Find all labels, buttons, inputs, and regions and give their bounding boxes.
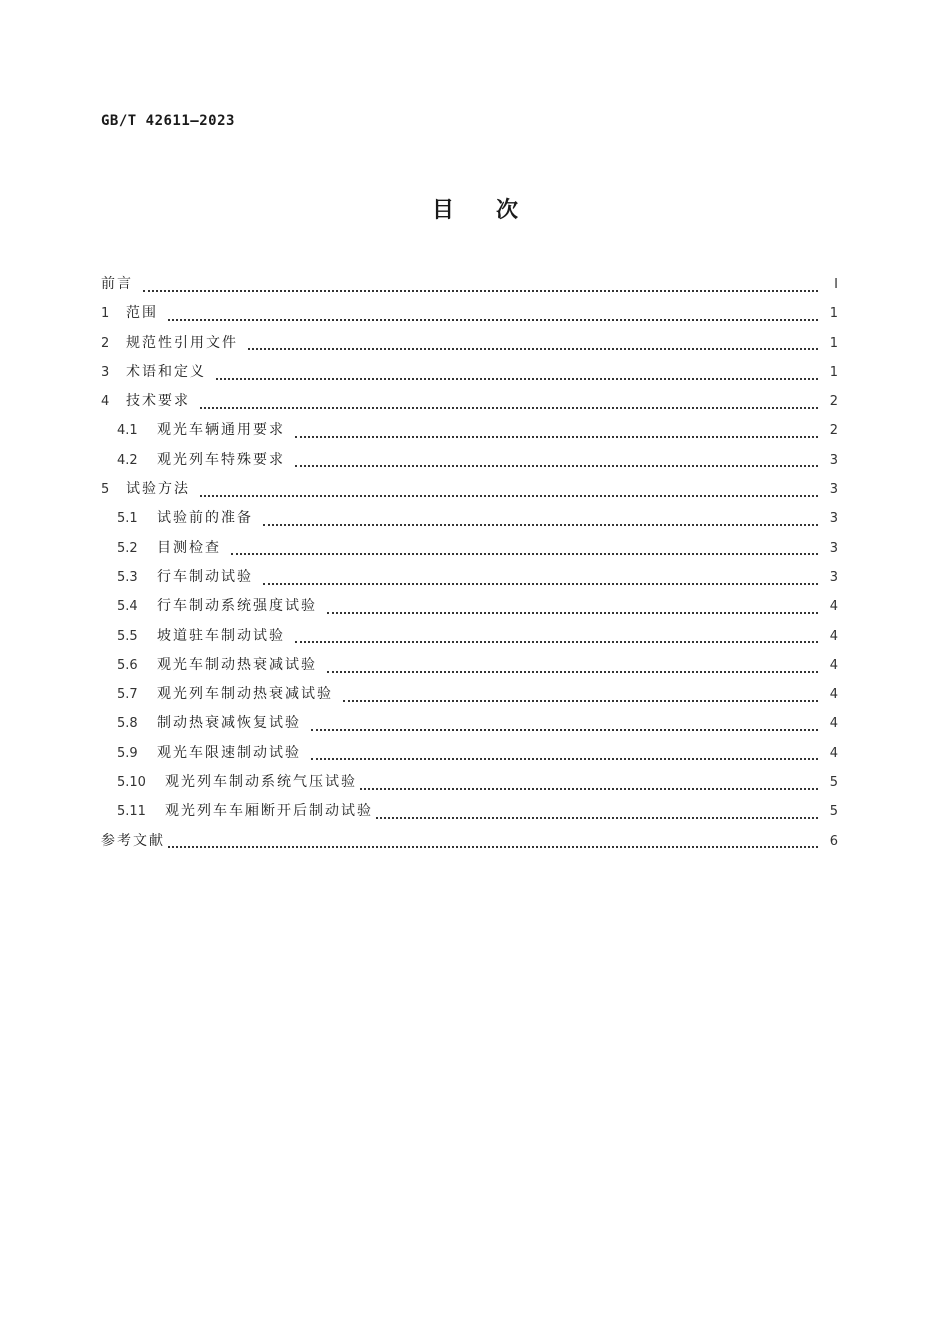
toc-number: 5.3: [117, 569, 138, 585]
toc-label: 观光车辆通用要求: [157, 422, 285, 439]
toc-leader: [327, 671, 818, 673]
toc-leader: [231, 553, 818, 555]
toc-number: 5.1: [117, 511, 138, 527]
toc-leader: [168, 846, 818, 848]
toc-leader: [200, 495, 818, 497]
toc-label: 行车制动系统强度试验: [157, 598, 317, 615]
toc-entry-5-5[interactable]: [101, 625, 838, 654]
toc-label: 范围: [126, 305, 158, 322]
toc-label: 观光列车制动系统气压试验: [165, 774, 357, 791]
toc-label: 观光列车制动热衰减试验: [157, 686, 333, 703]
toc-leader: [360, 788, 818, 790]
standard-number: GB/T 42611—2023: [101, 113, 235, 129]
toc-label: 规范性引用文件: [126, 334, 238, 351]
toc-leader: [343, 700, 818, 702]
toc-number: 5: [101, 482, 110, 498]
toc-label: 目测检查: [157, 539, 221, 556]
toc-page: 3: [829, 540, 838, 556]
toc-label: 前言: [101, 276, 133, 292]
toc-entry-4-2[interactable]: [101, 449, 838, 478]
toc-page: 4: [829, 745, 838, 761]
toc-page: 4: [829, 657, 838, 673]
toc-entry-5-1[interactable]: [101, 507, 838, 536]
toc-leader: [311, 758, 818, 760]
toc-leader: [168, 319, 818, 321]
toc-leader: [263, 524, 818, 526]
toc-label: 参考文献: [101, 832, 165, 849]
toc-number: 5.9: [117, 745, 138, 761]
toc-entry-5[interactable]: [101, 478, 838, 507]
toc-entry-4-1[interactable]: [101, 419, 838, 448]
toc-number: 4: [101, 394, 110, 410]
toc-entry-4[interactable]: [101, 390, 838, 419]
toc-page: 2: [829, 423, 838, 439]
toc-page: 4: [829, 687, 838, 703]
toc-leader: [143, 290, 818, 292]
toc-entry-foreword[interactable]: [101, 273, 838, 302]
toc-number: 5.11: [117, 804, 146, 820]
toc-page: 5: [829, 804, 838, 820]
toc-page: 5: [829, 775, 838, 791]
toc-page: 4: [829, 628, 838, 644]
toc-label: 观光列车车厢断开后制动试验: [165, 803, 373, 820]
toc-number: 5.6: [117, 657, 138, 673]
toc-label: 制动热衰减恢复试验: [157, 715, 301, 732]
toc-number: 5.7: [117, 687, 138, 703]
toc-entry-5-3[interactable]: [101, 566, 838, 595]
toc-page: 1: [829, 335, 838, 351]
toc-leader: [200, 407, 818, 409]
toc-number: 1: [101, 306, 110, 322]
toc-number: 5.10: [117, 775, 146, 791]
toc-leader: [311, 729, 818, 731]
toc-label: 坡道驻车制动试验: [157, 627, 285, 644]
toc-page: Ⅰ: [834, 277, 838, 292]
toc-number: 5.2: [117, 540, 138, 556]
toc-page: 3: [829, 569, 838, 585]
toc-number: 3: [101, 364, 110, 380]
toc-entry-5-6[interactable]: [101, 654, 838, 683]
toc-entry-bibliography[interactable]: [101, 830, 838, 859]
toc-leader: [248, 348, 818, 350]
toc-number: 2: [101, 335, 110, 351]
toc-number: 5.4: [117, 599, 138, 615]
toc-entry-5-8[interactable]: [101, 712, 838, 741]
toc-entry-5-10[interactable]: [101, 771, 838, 800]
toc-entry-1[interactable]: [101, 302, 838, 331]
toc-entry-5-9[interactable]: [101, 742, 838, 771]
toc-leader: [295, 641, 818, 643]
toc-page: 1: [829, 306, 838, 322]
page-title: 目次: [431, 198, 560, 223]
toc-entry-5-7[interactable]: [101, 683, 838, 712]
toc-label: 行车制动试验: [157, 568, 253, 585]
toc-number: 5.5: [117, 628, 138, 644]
toc-leader: [376, 817, 818, 819]
toc-entry-5-11[interactable]: [101, 800, 838, 829]
toc-entry-5-4[interactable]: [101, 595, 838, 624]
toc-page: 6: [829, 833, 838, 849]
toc-entry-3[interactable]: [101, 361, 838, 390]
toc-number: 5.8: [117, 716, 138, 732]
toc-leader: [263, 583, 818, 585]
toc-number: 4.2: [117, 452, 138, 468]
toc-entry-2[interactable]: [101, 332, 838, 361]
table-of-contents: [101, 273, 838, 859]
toc-number: 4.1: [117, 423, 138, 439]
toc-leader: [216, 378, 818, 380]
toc-page: 3: [829, 511, 838, 527]
toc-label: 观光列车特殊要求: [157, 451, 285, 468]
toc-page: 3: [829, 452, 838, 468]
toc-page: 4: [829, 716, 838, 732]
toc-leader: [295, 436, 818, 438]
toc-page: 4: [829, 599, 838, 615]
toc-label: 观光车制动热衰减试验: [157, 656, 317, 673]
toc-label: 术语和定义: [126, 363, 206, 380]
toc-entry-5-2[interactable]: [101, 537, 838, 566]
toc-label: 技术要求: [126, 393, 190, 410]
toc-page: 2: [829, 394, 838, 410]
toc-label: 试验方法: [126, 481, 190, 498]
toc-label: 观光车限速制动试验: [157, 744, 301, 761]
toc-leader: [295, 465, 818, 467]
toc-page: 3: [829, 482, 838, 498]
toc-label: 试验前的准备: [157, 510, 253, 527]
toc-page: 1: [829, 364, 838, 380]
toc-leader: [327, 612, 818, 614]
